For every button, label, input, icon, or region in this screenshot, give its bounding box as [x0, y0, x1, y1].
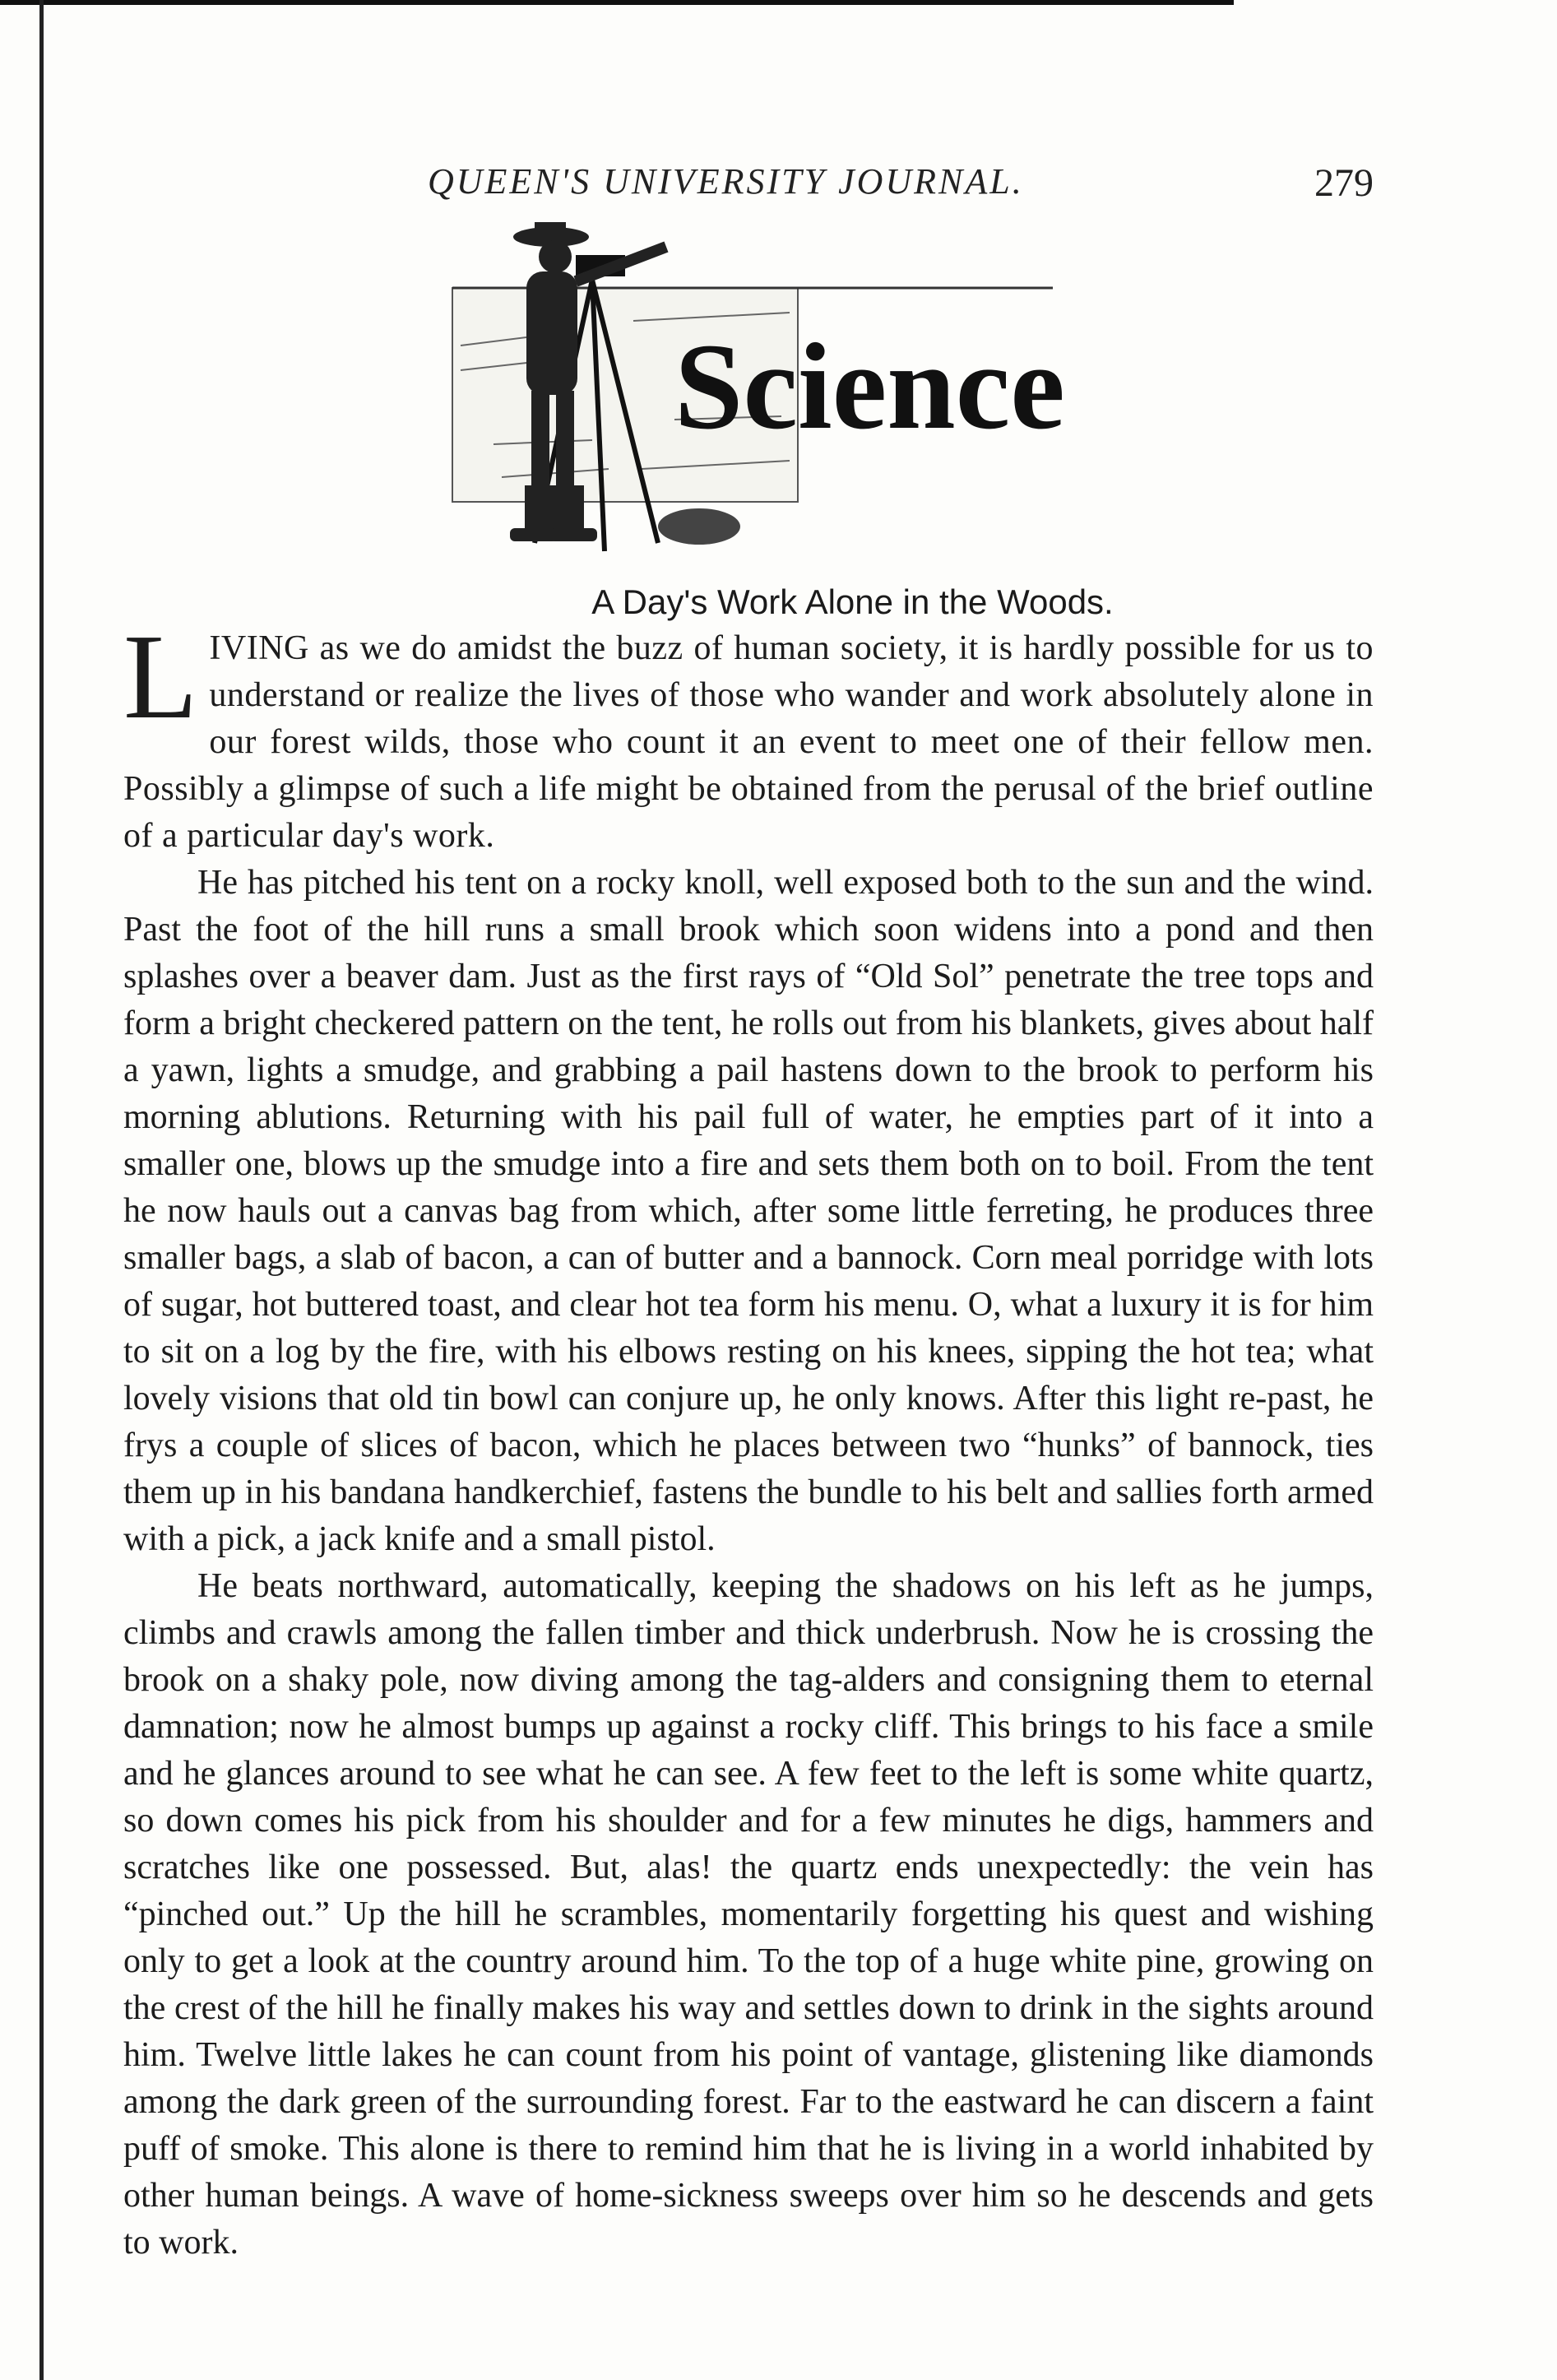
article-title-text: A Day's Work Alone in the Woods. [591, 582, 1114, 621]
science-heading: Science [674, 318, 1065, 455]
drop-cap: L [123, 610, 198, 745]
paragraph-1-text: IVING as we do amidst the buzz of human society, it is hardly possible for us to understand or realize the lives of those who wander and work absolutely alone in our forest wilds, those who count it an event to meet one of their fellow men. Possibly a glimpse of such a life might be obtained from the perusal of the brief outline of a particular day's work. [123, 629, 1374, 855]
paragraph-2: He has pitched his tent on a rocky knoll, well exposed both to the sun and the wind. Past the foot of the hill runs a small brook which soon widens into a pond and then splashes over a beaver dam. Just as the first rays of “Old Sol” penetrate the tree tops and form a bright checkered pattern on the tent, he rolls out from his blankets, gives about half a yawn, lights a smudge, and grabbing a pail hastens down to the brook to perform his morning ablutions. Returning with his pail full of water, he empties part of it into a smaller one, blows up the smudge into a fire and sets them both on to boil. From the tent he now hauls out a canvas bag from which, after some little ferreting, he produces three smaller bags, a slab of bacon, a can of butter and a bannock. Corn meal porridge with lots of sugar, hot buttered toast, and clear hot tea form his menu. O, what a luxury it is for him to sit on a log by the fire, with his elbows resting on his knees, sipping the hot tea; what lovely visions that old tin bowl can conjure up, he only knows. After this light re-past, he frys a couple of slices of bacon, which he places between two “hunks” of bannock, ties them up in his bandana handkerchief, fastens the bundle to his belt and sallies forth armed with a pick, a jack knife and a small pistol. [123, 864, 1374, 1558]
satchel [658, 508, 740, 545]
page-number: 279 [1314, 161, 1374, 205]
running-head: QUEEN'S UNIVERSITY JOURNAL. [428, 161, 1024, 202]
article-body [123, 610, 1374, 2266]
article-title [0, 582, 1557, 622]
paragraph-1 [123, 610, 1374, 860]
left-page-edge [39, 0, 44, 2380]
page-header [428, 160, 1374, 218]
paragraph-3: He beats northward, automatically, keeping the shadows on his left as he jumps, climbs and crawls among the fallen timber and thick underbrush. Now he is crossing the brook on a shaky pole, now diving among the tag-alders and consigning them to eternal damnation; now he almost bumps up against a rocky cliff. This brings to his face a smile and he glances around to see what he can see. A few feet to the left is some white quartz, so down comes his pick from his shoulder and for a few minutes he digs, hammers and scratches like one possessed. But, alas! the quartz ends unexpectedly: the vein has “pinched out.” Up the hill he scrambles, momentarily forgetting his quest and wishing only to get a look at the country around him. To the top of a huge white pine, growing on the crest of the hill he finally makes his way and settles down to drink in the sights around him. Twelve little lakes he can count from his point of vantage, glistening like diamonds among the dark green of the surrounding forest. Far to the eastward he can discern a faint puff of smoke. This alone is there to remind him that he is living in a world inhabited by other human beings. A wave of home-sickness sweeps over him so he descends and gets to work. [123, 1567, 1374, 2262]
top-border-rule [0, 0, 1234, 5]
science-section-illustration [428, 222, 1086, 584]
surveyor-with-transit-icon [428, 222, 1086, 584]
